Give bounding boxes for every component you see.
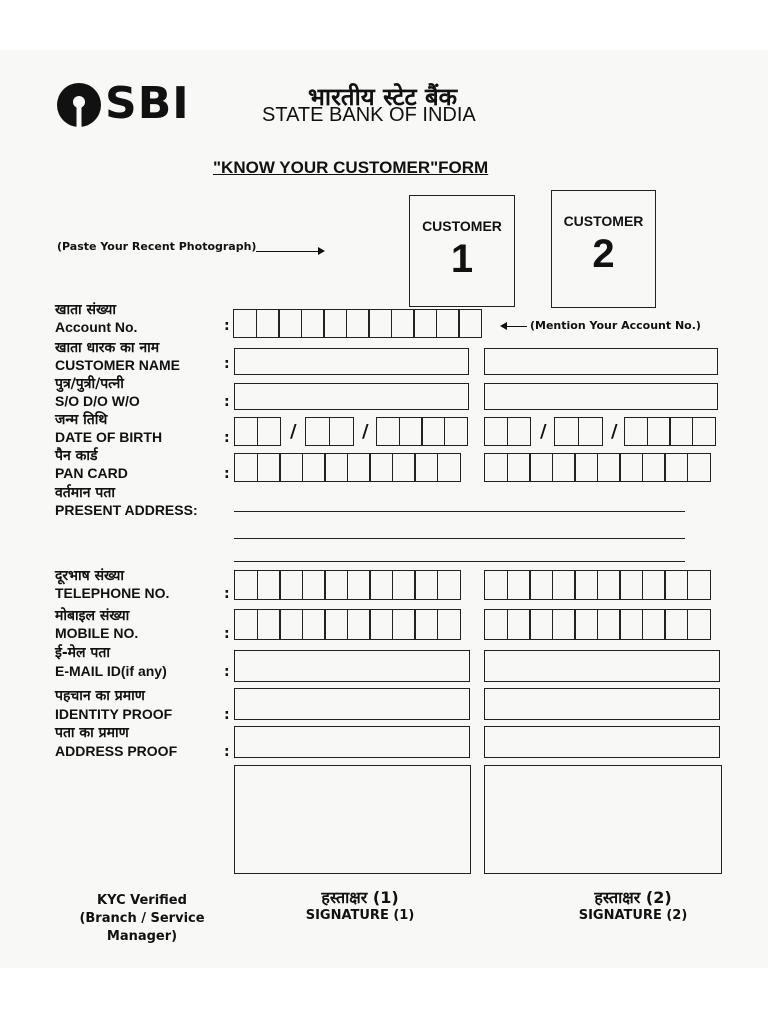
char-cell[interactable] <box>664 609 688 640</box>
bank-name-hindi: भारतीय स्टेट बैंक <box>308 83 458 111</box>
relation-input-2[interactable] <box>484 383 718 410</box>
char-cell[interactable] <box>301 309 325 338</box>
dob-day-input-2[interactable] <box>484 417 529 446</box>
email-label: E-MAIL ID(if any) <box>55 663 167 679</box>
address-label-hindi: वर्तमान पता <box>55 485 115 501</box>
char-cell[interactable] <box>619 609 643 640</box>
char-cell[interactable] <box>597 609 621 640</box>
char-cell[interactable] <box>552 453 576 482</box>
address-label: PRESENT ADDRESS: <box>55 502 198 518</box>
photo-box-customer-1[interactable] <box>409 195 515 307</box>
char-cell[interactable] <box>642 609 666 640</box>
signature-box-2[interactable] <box>484 765 722 874</box>
char-cell[interactable] <box>324 609 348 640</box>
dob-separator: / <box>290 421 297 442</box>
arrow-head-icon <box>318 247 325 255</box>
dob-day-input-1[interactable] <box>234 417 279 446</box>
char-cell[interactable] <box>392 570 416 600</box>
colon: : <box>224 586 230 602</box>
dob-label-hindi: जन्म तिथि <box>55 412 108 428</box>
signature-1-label: SIGNATURE (1) <box>305 908 415 923</box>
char-cell[interactable] <box>578 417 603 446</box>
char-cell[interactable] <box>376 417 400 446</box>
customer-name-label: CUSTOMER NAME <box>55 357 180 373</box>
relation-label-hindi: पुत्र/पुत्री/पत्नी <box>55 376 124 392</box>
telephone-label: TELEPHONE NO. <box>55 585 170 601</box>
char-cell[interactable] <box>458 309 482 338</box>
sbi-logo-text: SBI <box>105 78 190 129</box>
char-cell[interactable] <box>437 453 461 482</box>
char-cell[interactable] <box>278 309 302 338</box>
char-cell[interactable] <box>302 453 326 482</box>
char-cell[interactable] <box>619 453 643 482</box>
char-cell[interactable] <box>413 309 437 338</box>
char-cell[interactable] <box>346 309 370 338</box>
address-line-3[interactable] <box>234 561 685 562</box>
relation-label: S/O D/O W/O <box>55 393 140 409</box>
telephone-label-hindi: दूरभाष संख्या <box>55 568 124 584</box>
char-cell[interactable] <box>554 417 579 446</box>
colon: : <box>224 318 230 334</box>
char-cell[interactable] <box>369 453 393 482</box>
char-cell[interactable] <box>664 453 688 482</box>
colon: : <box>224 466 230 482</box>
email-input-2[interactable] <box>484 650 720 682</box>
char-cell[interactable] <box>574 609 598 640</box>
sbi-keyhole-logo-icon <box>56 82 102 128</box>
char-cell[interactable] <box>305 417 330 446</box>
photo-box-number: 2 <box>592 232 615 276</box>
char-cell[interactable] <box>399 417 423 446</box>
char-cell[interactable] <box>257 453 281 482</box>
char-cell[interactable] <box>669 417 693 446</box>
char-cell[interactable] <box>574 570 598 600</box>
char-cell[interactable] <box>369 609 393 640</box>
char-cell[interactable] <box>347 453 371 482</box>
char-cell[interactable] <box>302 609 326 640</box>
char-cell[interactable] <box>323 309 347 338</box>
mobile-label: MOBILE NO. <box>55 625 139 641</box>
arrow-right-icon <box>256 251 322 252</box>
mobile-label-hindi: मोबाइल संख्या <box>55 608 130 624</box>
signature-1-hindi: हस्ताक्षर (1) <box>321 888 399 907</box>
address-line-1[interactable] <box>234 511 685 512</box>
char-cell[interactable] <box>597 570 621 600</box>
char-cell[interactable] <box>257 570 281 600</box>
char-cell[interactable] <box>279 609 303 640</box>
kyc-verified-block <box>52 892 232 946</box>
char-cell[interactable] <box>687 570 711 600</box>
char-cell[interactable] <box>257 609 281 640</box>
pan-input-2[interactable] <box>484 453 709 482</box>
mobile-input-2[interactable] <box>484 609 709 640</box>
bank-name-english: STATE BANK OF INDIA <box>262 104 476 126</box>
char-cell[interactable] <box>687 609 711 640</box>
char-cell[interactable] <box>233 309 257 338</box>
char-cell[interactable] <box>529 453 553 482</box>
dob-separator: / <box>540 421 547 442</box>
char-cell[interactable] <box>484 609 508 640</box>
signature-2-label: SIGNATURE (2) <box>578 908 688 923</box>
pan-label: PAN CARD <box>55 465 128 481</box>
char-cell[interactable] <box>414 453 438 482</box>
colon: : <box>224 626 230 642</box>
photo-box-label: CUSTOMER <box>422 218 502 234</box>
char-cell[interactable] <box>392 453 416 482</box>
address-proof-input-2[interactable] <box>484 726 720 758</box>
dob-month-input-2[interactable] <box>554 417 601 446</box>
char-cell[interactable] <box>324 453 348 482</box>
char-cell[interactable] <box>664 570 688 600</box>
mobile-input-1[interactable] <box>234 609 459 640</box>
char-cell[interactable] <box>234 417 258 446</box>
char-cell[interactable] <box>392 609 416 640</box>
char-cell[interactable] <box>507 570 531 600</box>
char-cell[interactable] <box>256 309 280 338</box>
kyc-verified-text: KYC Verified <box>97 893 187 908</box>
char-cell[interactable] <box>324 570 348 600</box>
pan-label-hindi: पैन कार्ड <box>55 448 98 464</box>
char-cell[interactable] <box>507 417 531 446</box>
char-cell[interactable] <box>279 570 303 600</box>
customer-name-label-hindi: खाता धारक का नाम <box>55 340 160 356</box>
customer-name-input-2[interactable] <box>484 348 718 375</box>
colon: : <box>224 394 230 410</box>
char-cell[interactable] <box>529 570 553 600</box>
account-label-hindi: खाता संख्या <box>55 302 116 318</box>
telephone-input-1[interactable] <box>234 570 459 600</box>
address-proof-label: ADDRESS PROOF <box>55 743 178 759</box>
identity-proof-label-hindi: पहचान का प्रमाण <box>55 688 145 704</box>
char-cell[interactable] <box>437 609 461 640</box>
kyc-verified-role: (Branch / Service Manager) <box>79 911 205 944</box>
identity-proof-input-1[interactable] <box>234 688 470 720</box>
photo-box-customer-2[interactable] <box>551 190 656 308</box>
char-cell[interactable] <box>391 309 415 338</box>
dob-separator: / <box>362 421 369 442</box>
char-cell[interactable] <box>507 453 531 482</box>
colon: : <box>224 356 230 372</box>
address-line-2[interactable] <box>234 538 685 539</box>
char-cell[interactable] <box>369 570 393 600</box>
char-cell[interactable] <box>484 570 508 600</box>
dob-month-input-1[interactable] <box>305 417 352 446</box>
dob-year-input-1[interactable] <box>376 417 466 446</box>
char-cell[interactable] <box>436 309 460 338</box>
address-proof-label-hindi: पता का प्रमाण <box>55 725 129 741</box>
char-cell[interactable] <box>257 417 281 446</box>
char-cell[interactable] <box>642 453 666 482</box>
arrow-line <box>505 326 527 327</box>
char-cell[interactable] <box>507 609 531 640</box>
account-number-input[interactable] <box>233 309 481 338</box>
identity-proof-label: IDENTITY PROOF <box>55 706 173 722</box>
char-cell[interactable] <box>368 309 392 338</box>
signature-1-block <box>290 889 430 925</box>
dob-label: DATE OF BIRTH <box>55 429 163 445</box>
photo-note: (Paste Your Recent Photograph) <box>57 240 257 253</box>
colon: : <box>224 707 230 723</box>
char-cell[interactable] <box>414 609 438 640</box>
char-cell[interactable] <box>414 570 438 600</box>
pan-input-1[interactable] <box>234 453 459 482</box>
colon: : <box>224 744 230 760</box>
char-cell[interactable] <box>421 417 445 446</box>
char-cell[interactable] <box>647 417 671 446</box>
char-cell[interactable] <box>692 417 716 446</box>
char-cell[interactable] <box>234 609 258 640</box>
char-cell[interactable] <box>624 417 648 446</box>
char-cell[interactable] <box>597 453 621 482</box>
address-proof-input-1[interactable] <box>234 726 470 758</box>
signature-box-1[interactable] <box>234 765 471 874</box>
char-cell[interactable] <box>234 570 258 600</box>
identity-proof-input-2[interactable] <box>484 688 720 720</box>
char-cell[interactable] <box>484 453 508 482</box>
char-cell[interactable] <box>444 417 468 446</box>
signature-2-hindi: हस्ताक्षर (2) <box>594 888 672 907</box>
form-title: "KNOW YOUR CUSTOMER"FORM <box>213 158 489 177</box>
char-cell[interactable] <box>574 453 598 482</box>
colon: : <box>224 430 230 446</box>
telephone-input-2[interactable] <box>484 570 709 600</box>
char-cell[interactable] <box>552 570 576 600</box>
char-cell[interactable] <box>234 453 258 482</box>
char-cell[interactable] <box>619 570 643 600</box>
char-cell[interactable] <box>529 609 553 640</box>
dob-separator: / <box>611 421 618 442</box>
char-cell[interactable] <box>302 570 326 600</box>
account-note: (Mention Your Account No.) <box>530 319 701 332</box>
char-cell[interactable] <box>642 570 666 600</box>
char-cell[interactable] <box>347 609 371 640</box>
char-cell[interactable] <box>437 570 461 600</box>
colon: : <box>224 664 230 680</box>
email-label-hindi: ई-मेल पता <box>55 645 110 661</box>
dob-year-input-2[interactable] <box>624 417 714 446</box>
account-label: Account No. <box>55 319 138 335</box>
char-cell[interactable] <box>329 417 354 446</box>
email-input-1[interactable] <box>234 650 470 682</box>
customer-name-input-1[interactable] <box>234 348 469 375</box>
photo-box-number: 1 <box>450 237 474 281</box>
photo-box-label: CUSTOMER <box>563 213 644 229</box>
char-cell[interactable] <box>279 453 303 482</box>
relation-input-1[interactable] <box>234 383 469 410</box>
signature-2-block <box>563 889 703 925</box>
char-cell[interactable] <box>687 453 711 482</box>
char-cell[interactable] <box>347 570 371 600</box>
char-cell[interactable] <box>484 417 508 446</box>
char-cell[interactable] <box>552 609 576 640</box>
